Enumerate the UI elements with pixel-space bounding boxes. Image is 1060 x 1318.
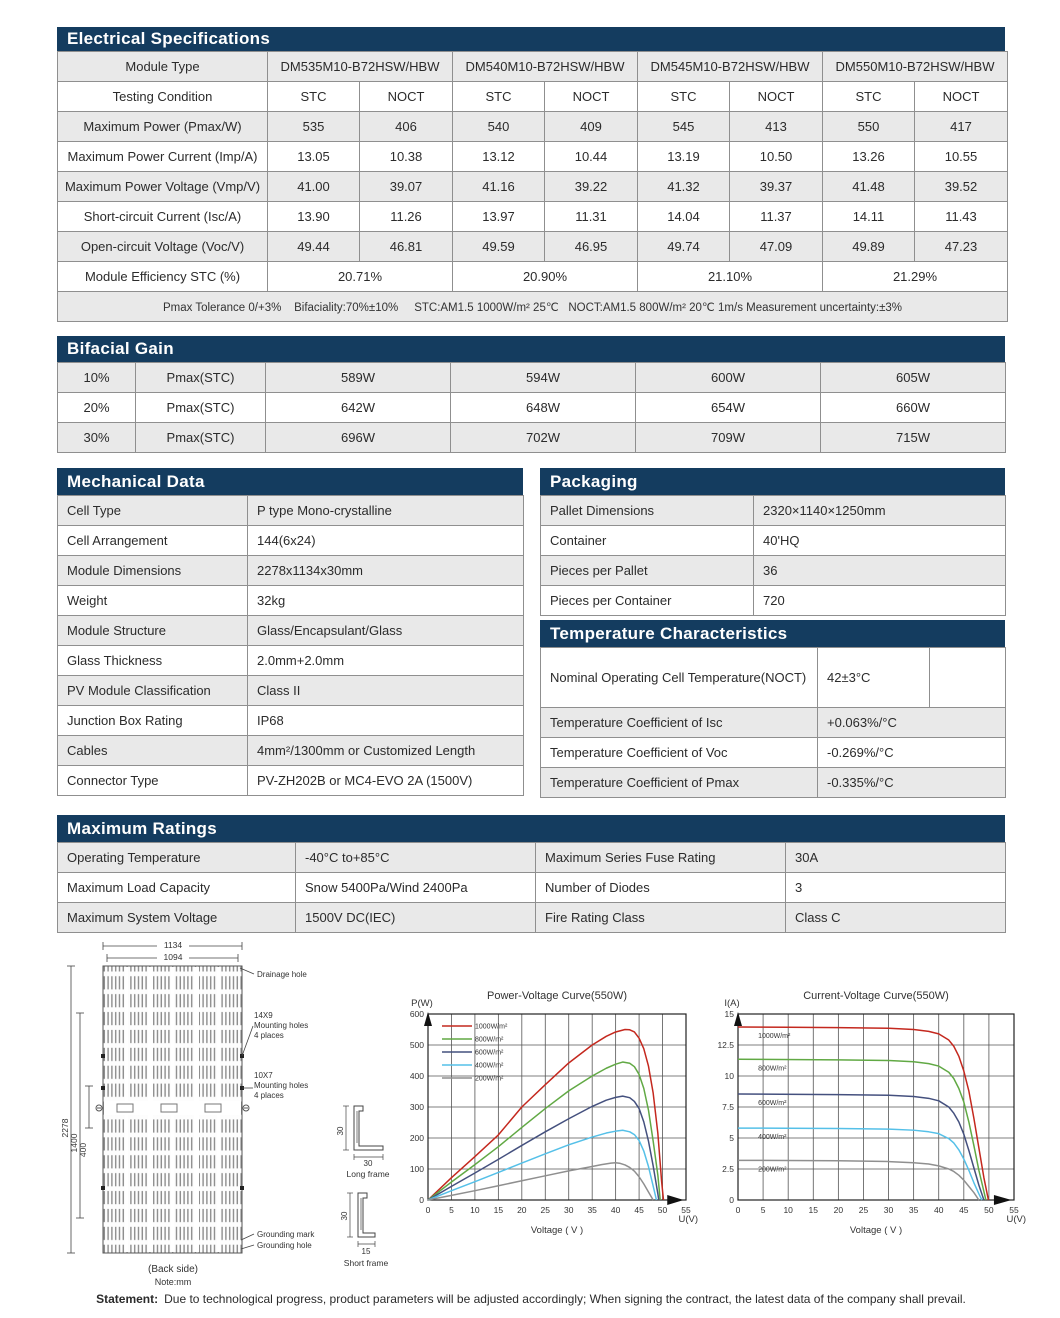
- spec-value: 39.37: [730, 172, 823, 202]
- y-tick-labels: [410, 1009, 424, 1205]
- kv-row: [58, 616, 524, 646]
- noct-spacer: [930, 648, 1006, 708]
- gain-percent: 30%: [58, 423, 136, 453]
- rating-value: 3: [786, 873, 1006, 903]
- kv-value: 36: [754, 556, 1006, 586]
- series-600W/m²: [428, 1096, 659, 1200]
- spec-row: [58, 202, 1008, 232]
- svg-text:200: 200: [409, 1133, 424, 1143]
- svg-text:45: 45: [634, 1205, 644, 1215]
- svg-text:7.5: 7.5: [722, 1102, 734, 1112]
- section-temperature: [540, 620, 1005, 798]
- svg-text:1000W/m²: 1000W/m²: [475, 1023, 508, 1031]
- spec-value: 10.38: [360, 142, 453, 172]
- kv-label: Cell Arrangement: [58, 526, 248, 556]
- spec-value: 409: [545, 112, 638, 142]
- svg-text:25: 25: [540, 1205, 551, 1215]
- kv-row: [541, 496, 1006, 526]
- spec-value: 413: [730, 112, 823, 142]
- temp-coeff-label: Temperature Coefficient of Pmax: [541, 768, 818, 798]
- dim-400: 400: [78, 1142, 88, 1158]
- long-frame-height: 30: [336, 1126, 345, 1136]
- svg-text:10: 10: [783, 1205, 793, 1215]
- section-title-temperature: Temperature Characteristics: [540, 620, 1005, 647]
- bifacial-pmax-value: 696W: [266, 423, 451, 453]
- spec-row: [58, 112, 1008, 142]
- kv-row: [58, 586, 524, 616]
- bifacial-pmax-value: 600W: [636, 363, 821, 393]
- pmax-stc-label: Pmax(STC): [136, 393, 266, 423]
- temp-coeff-label: Temperature Coefficient of Voc: [541, 738, 818, 768]
- efficiency-value: 21.10%: [638, 262, 823, 292]
- dim-1400: 1400: [69, 1133, 79, 1153]
- svg-text:35: 35: [587, 1205, 597, 1215]
- kv-label: PV Module Classification: [58, 676, 248, 706]
- section-packaging: [540, 468, 1005, 616]
- spec-label: Maximum Power Current (Imp/A): [58, 142, 268, 172]
- dim-1094: 1094: [163, 952, 183, 962]
- mechanical-data-table: [57, 495, 524, 796]
- spec-value: 13.05: [268, 142, 360, 172]
- spec-value: 41.32: [638, 172, 730, 202]
- kv-value: 32kg: [248, 586, 524, 616]
- dim-1134: 1134: [163, 940, 183, 950]
- spec-value: 14.04: [638, 202, 730, 232]
- svg-text:20: 20: [833, 1205, 844, 1215]
- svg-text:400: 400: [409, 1071, 424, 1081]
- max-ratings-table: [57, 842, 1006, 933]
- kv-value: 2320×1140×1250mm: [754, 496, 1006, 526]
- svg-text:15: 15: [724, 1009, 734, 1019]
- gain-percent: 10%: [58, 363, 136, 393]
- noct-value: 42±3°C: [818, 648, 930, 708]
- rating-label: Fire Rating Class: [536, 903, 786, 933]
- temp-coeff-value: +0.063%/°C: [818, 708, 1006, 738]
- spec-value: 550: [823, 112, 915, 142]
- series-800W/m²: [738, 1059, 986, 1200]
- svg-text:800W/m²: 800W/m²: [475, 1036, 504, 1044]
- rating-value: Class C: [786, 903, 1006, 933]
- pmax-stc-label: Pmax(STC): [136, 423, 266, 453]
- rating-label: Maximum Series Fuse Rating: [536, 843, 786, 873]
- kv-row: [58, 526, 524, 556]
- bifacial-row: [58, 393, 1006, 423]
- section-title-electrical: Electrical Specifications: [57, 27, 1005, 51]
- x-axis-arrow: [667, 1195, 683, 1205]
- kv-value: P type Mono-crystalline: [248, 496, 524, 526]
- y-tick-labels: [717, 1009, 734, 1205]
- spec-value: 46.95: [545, 232, 638, 262]
- kv-value: PV-ZH202B or MC4-EVO 2A (1500V): [248, 766, 524, 796]
- annotation-mount2-line2: Mounting holes: [254, 1081, 309, 1090]
- svg-text:12.5: 12.5: [717, 1040, 734, 1050]
- current-voltage-chart: [698, 986, 1030, 1238]
- kv-label: Glass Thickness: [58, 646, 248, 676]
- bifacial-pmax-value: 715W: [821, 423, 1006, 453]
- x-tick-labels: [426, 1205, 691, 1215]
- spec-value: 10.44: [545, 142, 638, 172]
- kv-label: Junction Box Rating: [58, 706, 248, 736]
- svg-text:40: 40: [933, 1205, 944, 1215]
- svg-text:200W/m²: 200W/m²: [475, 1075, 504, 1083]
- spec-value: 10.55: [915, 142, 1008, 172]
- short-frame-width: 15: [361, 1247, 371, 1256]
- spec-value: 11.37: [730, 202, 823, 232]
- section-title-max-ratings: Maximum Ratings: [57, 815, 1005, 842]
- spec-value: 47.09: [730, 232, 823, 262]
- annotation-grounding-hole: Grounding hole: [257, 1241, 312, 1250]
- condition-header: NOCT: [545, 82, 638, 112]
- svg-text:15: 15: [808, 1205, 819, 1215]
- kv-value: 144(6x24): [248, 526, 524, 556]
- temp-coeff-row: [541, 708, 1006, 738]
- kv-value: 2278x1134x30mm: [248, 556, 524, 586]
- bifacial-pmax-value: 605W: [821, 363, 1006, 393]
- temp-coeff-row: [541, 738, 1006, 768]
- spec-value: 49.89: [823, 232, 915, 262]
- temp-coeff-row: [541, 768, 1006, 798]
- svg-text:5: 5: [760, 1205, 766, 1215]
- temp-coeff-label: Temperature Coefficient of Isc: [541, 708, 818, 738]
- rating-row: [58, 903, 1006, 933]
- svg-text:55: 55: [1009, 1205, 1019, 1215]
- spec-row: [58, 172, 1008, 202]
- kv-row: [58, 676, 524, 706]
- bifacial-pmax-value: 709W: [636, 423, 821, 453]
- kv-label: Cables: [58, 736, 248, 766]
- kv-row: [541, 526, 1006, 556]
- svg-text:35: 35: [908, 1205, 919, 1215]
- spec-value: 41.16: [453, 172, 545, 202]
- kv-value: 720: [754, 586, 1006, 616]
- kv-label: Module Dimensions: [58, 556, 248, 586]
- testing-condition-label: Testing Condition: [58, 82, 268, 112]
- kv-row: [58, 646, 524, 676]
- spec-value: 545: [638, 112, 730, 142]
- svg-text:0: 0: [419, 1195, 424, 1205]
- svg-text:40: 40: [610, 1205, 621, 1215]
- spec-value: 11.43: [915, 202, 1008, 232]
- spec-value: 47.23: [915, 232, 1008, 262]
- x-axis-arrow: [994, 1195, 1012, 1205]
- spec-row: [58, 142, 1008, 172]
- efficiency-value: 20.71%: [268, 262, 453, 292]
- pv-svg: [388, 986, 702, 1238]
- svg-text:0: 0: [729, 1195, 734, 1205]
- svg-text:600: 600: [409, 1009, 424, 1019]
- svg-text:25: 25: [858, 1205, 869, 1215]
- rating-row: [58, 843, 1006, 873]
- svg-text:55: 55: [681, 1205, 691, 1215]
- section-mechanical-data: [57, 468, 523, 796]
- bifacial-pmax-value: 660W: [821, 393, 1006, 423]
- svg-text:10: 10: [724, 1071, 734, 1081]
- bifacial-pmax-value: 702W: [451, 423, 636, 453]
- short-frame-label: Short frame: [343, 1258, 389, 1268]
- rating-label: Number of Diodes: [536, 873, 786, 903]
- svg-text:0: 0: [735, 1205, 741, 1215]
- spec-label: Maximum Power Voltage (Vmp/V): [58, 172, 268, 202]
- noct-label: Nominal Operating Cell Temperature(NOCT): [541, 648, 818, 708]
- x-axis-label: Voltage ( V ): [849, 1225, 903, 1236]
- electrical-specs-table: [57, 51, 1008, 322]
- svg-text:600W/m²: 600W/m²: [475, 1049, 504, 1057]
- kv-label: Cell Type: [58, 496, 248, 526]
- kv-label: Pieces per Container: [541, 586, 754, 616]
- long-frame-dims: [343, 1106, 383, 1160]
- spec-value: 11.31: [545, 202, 638, 232]
- kv-value: 2.0mm+2.0mm: [248, 646, 524, 676]
- kv-value: 40'HQ: [754, 526, 1006, 556]
- section-title-packaging: Packaging: [540, 468, 1005, 495]
- condition-header: STC: [638, 82, 730, 112]
- kv-label: Container: [541, 526, 754, 556]
- module-back-drawing: [57, 938, 401, 1294]
- bifacial-pmax-value: 654W: [636, 393, 821, 423]
- chart-title: Power-Voltage Curve(550W): [486, 990, 628, 1002]
- section-max-ratings: [57, 815, 1005, 933]
- kv-label: Pallet Dimensions: [541, 496, 754, 526]
- section-electrical-specs: [57, 27, 1005, 322]
- spec-value: 49.59: [453, 232, 545, 262]
- section-bifacial-gain: [57, 336, 1005, 453]
- kv-row: [58, 736, 524, 766]
- spec-value: 13.19: [638, 142, 730, 172]
- gain-percent: 20%: [58, 393, 136, 423]
- temperature-table: [540, 647, 1006, 798]
- spec-value: 49.44: [268, 232, 360, 262]
- kv-row: [58, 556, 524, 586]
- short-frame-profile: [358, 1193, 375, 1237]
- annotation-mount1-line1: 14X9: [254, 1011, 273, 1020]
- mechanical-drawing: [57, 938, 401, 1294]
- svg-text:400W/m²: 400W/m²: [475, 1062, 504, 1070]
- bifacial-row: [58, 423, 1006, 453]
- spec-value: 13.26: [823, 142, 915, 172]
- bifacial-pmax-value: 594W: [451, 363, 636, 393]
- spec-value: 406: [360, 112, 453, 142]
- caption-back-side: (Back side): [147, 1264, 199, 1275]
- spec-value: 13.97: [453, 202, 545, 232]
- iv-svg: [698, 986, 1030, 1238]
- bifacial-pmax-value: 642W: [266, 393, 451, 423]
- kv-row: [58, 706, 524, 736]
- svg-text:800W/m²: 800W/m²: [758, 1065, 787, 1073]
- footnote-row: [58, 292, 1008, 322]
- x-axis-label: Voltage ( V ): [530, 1225, 584, 1236]
- series-600W/m²: [738, 1094, 984, 1200]
- efficiency-label: Module Efficiency STC (%): [58, 262, 268, 292]
- series-1000W/m²: [428, 1030, 663, 1201]
- short-frame-height: 30: [340, 1211, 349, 1221]
- annotation-mount2-line1: 10X7: [254, 1071, 273, 1080]
- efficiency-value: 20.90%: [453, 262, 638, 292]
- spec-value: 417: [915, 112, 1008, 142]
- efficiency-value: 21.29%: [823, 262, 1008, 292]
- temp-coeff-value: -0.269%/°C: [818, 738, 1006, 768]
- pmax-stc-label: Pmax(STC): [136, 363, 266, 393]
- spec-label: Short-circuit Current (Isc/A): [58, 202, 268, 232]
- svg-text:50: 50: [984, 1205, 994, 1215]
- rating-value: 1500V DC(IEC): [296, 903, 536, 933]
- condition-header: STC: [823, 82, 915, 112]
- noct-row: [541, 648, 1006, 708]
- y-axis-label: P(W): [411, 998, 433, 1009]
- svg-text:400W/m²: 400W/m²: [758, 1134, 787, 1142]
- condition-header: STC: [453, 82, 545, 112]
- svg-text:5: 5: [729, 1133, 734, 1143]
- rating-label: Operating Temperature: [58, 843, 296, 873]
- spec-value: 39.52: [915, 172, 1008, 202]
- spec-row: [58, 232, 1008, 262]
- caption-note-mm: Note:mm: [154, 1277, 192, 1287]
- bifacial-pmax-value: 589W: [266, 363, 451, 393]
- svg-text:2.5: 2.5: [722, 1164, 734, 1174]
- statement-text: Due to technological progress, product parameters will be adjusted accordingly; When signing the contract, the latest data of the company shall prevail.: [164, 1292, 966, 1306]
- spec-value: 11.26: [360, 202, 453, 232]
- svg-text:15: 15: [493, 1205, 504, 1215]
- spec-value: 46.81: [360, 232, 453, 262]
- spec-value: 41.48: [823, 172, 915, 202]
- rating-row: [58, 873, 1006, 903]
- x-tick-labels: [736, 1205, 1019, 1215]
- svg-text:1000W/m²: 1000W/m²: [758, 1033, 791, 1041]
- electrical-footnote: Pmax Tolerance 0/+3% Bifaciality:70%±10% STC:AM1.5 1000W/m² 25℃ NOCT:AM1.5 800W/m² 20℃ 1m/s Measurement uncertainty:±3%: [58, 292, 1008, 322]
- condition-header: STC: [268, 82, 360, 112]
- kv-row: [541, 556, 1006, 586]
- module-name: DM535M10-B72HSW/HBW: [268, 52, 453, 82]
- svg-text:10: 10: [470, 1205, 480, 1215]
- module-name: DM540M10-B72HSW/HBW: [453, 52, 638, 82]
- condition-header: NOCT: [360, 82, 453, 112]
- x-axis-unit: U(V): [678, 1214, 698, 1225]
- annotation-mount2-line3: 4 places: [254, 1091, 284, 1100]
- spec-value: 13.12: [453, 142, 545, 172]
- spec-value: 13.90: [268, 202, 360, 232]
- module-type-label: Module Type: [58, 52, 268, 82]
- svg-text:600W/m²: 600W/m²: [758, 1099, 787, 1107]
- spec-value: 540: [453, 112, 545, 142]
- rating-label: Maximum Load Capacity: [58, 873, 296, 903]
- kv-value: Class II: [248, 676, 524, 706]
- long-frame-width: 30: [363, 1159, 373, 1168]
- svg-text:0: 0: [425, 1205, 431, 1215]
- junction-box-band: [96, 1101, 249, 1115]
- spec-value: 49.74: [638, 232, 730, 262]
- spec-value: 41.00: [268, 172, 360, 202]
- annotation-mount1-line2: Mounting holes: [254, 1021, 309, 1030]
- rating-value: Snow 5400Pa/Wind 2400Pa: [296, 873, 536, 903]
- module-type-row: [58, 52, 1008, 82]
- efficiency-row: [58, 262, 1008, 292]
- svg-text:5: 5: [449, 1205, 454, 1215]
- kv-value: 4mm²/1300mm or Customized Length: [248, 736, 524, 766]
- section-title-bifacial: Bifacial Gain: [57, 336, 1005, 362]
- annotation-grounding-mark: Grounding mark: [257, 1230, 315, 1239]
- rating-value: 30A: [786, 843, 1006, 873]
- y-axis-label: I(A): [724, 998, 740, 1009]
- kv-row: [541, 586, 1006, 616]
- spec-value: 535: [268, 112, 360, 142]
- x-axis-unit: U(V): [1006, 1214, 1026, 1225]
- long-frame-profile: [354, 1106, 383, 1150]
- spec-value: 14.11: [823, 202, 915, 232]
- spec-value: 10.50: [730, 142, 823, 172]
- svg-text:30: 30: [883, 1205, 894, 1215]
- bifacial-row: [58, 363, 1006, 393]
- testing-condition-row: [58, 82, 1008, 112]
- long-frame-label: Long frame: [346, 1169, 390, 1179]
- kv-label: Connector Type: [58, 766, 248, 796]
- rating-label: Maximum System Voltage: [58, 903, 296, 933]
- kv-row: [58, 496, 524, 526]
- svg-text:50: 50: [657, 1205, 668, 1215]
- statement: [57, 1292, 1005, 1306]
- spec-value: 39.22: [545, 172, 638, 202]
- dim-lines-left: [67, 966, 93, 1253]
- statement-label: Statement:: [96, 1292, 159, 1306]
- condition-header: NOCT: [915, 82, 1008, 112]
- svg-text:30: 30: [563, 1205, 574, 1215]
- annotation-mount1-line3: 4 places: [254, 1031, 284, 1040]
- packaging-table: [540, 495, 1006, 616]
- svg-text:20: 20: [517, 1205, 527, 1215]
- spec-label: Maximum Power (Pmax/W): [58, 112, 268, 142]
- series-400W/m²: [428, 1130, 656, 1200]
- kv-label: Weight: [58, 586, 248, 616]
- chart-title: Current-Voltage Curve(550W): [803, 990, 949, 1002]
- kv-label: Pieces per Pallet: [541, 556, 754, 586]
- svg-text:100: 100: [409, 1164, 424, 1174]
- spec-label: Open-circuit Voltage (Voc/V): [58, 232, 268, 262]
- rating-value: -40°C to+85°C: [296, 843, 536, 873]
- svg-text:500: 500: [409, 1040, 424, 1050]
- kv-row: [58, 766, 524, 796]
- svg-text:300: 300: [409, 1102, 424, 1112]
- section-title-mechanical: Mechanical Data: [57, 468, 523, 495]
- bifacial-pmax-value: 648W: [451, 393, 636, 423]
- temp-coeff-value: -0.335%/°C: [818, 768, 1006, 798]
- bifacial-gain-table: [57, 362, 1006, 453]
- kv-label: Module Structure: [58, 616, 248, 646]
- power-voltage-chart: [388, 986, 702, 1238]
- module-name: DM550M10-B72HSW/HBW: [823, 52, 1008, 82]
- svg-text:200W/m²: 200W/m²: [758, 1166, 787, 1174]
- module-name: DM545M10-B72HSW/HBW: [638, 52, 823, 82]
- spec-value: 39.07: [360, 172, 453, 202]
- annotation-drainage-hole: Drainage hole: [257, 970, 307, 979]
- kv-value: IP68: [248, 706, 524, 736]
- dim-2278: 2278: [60, 1118, 70, 1138]
- kv-value: Glass/Encapsulant/Glass: [248, 616, 524, 646]
- svg-text:45: 45: [959, 1205, 969, 1215]
- condition-header: NOCT: [730, 82, 823, 112]
